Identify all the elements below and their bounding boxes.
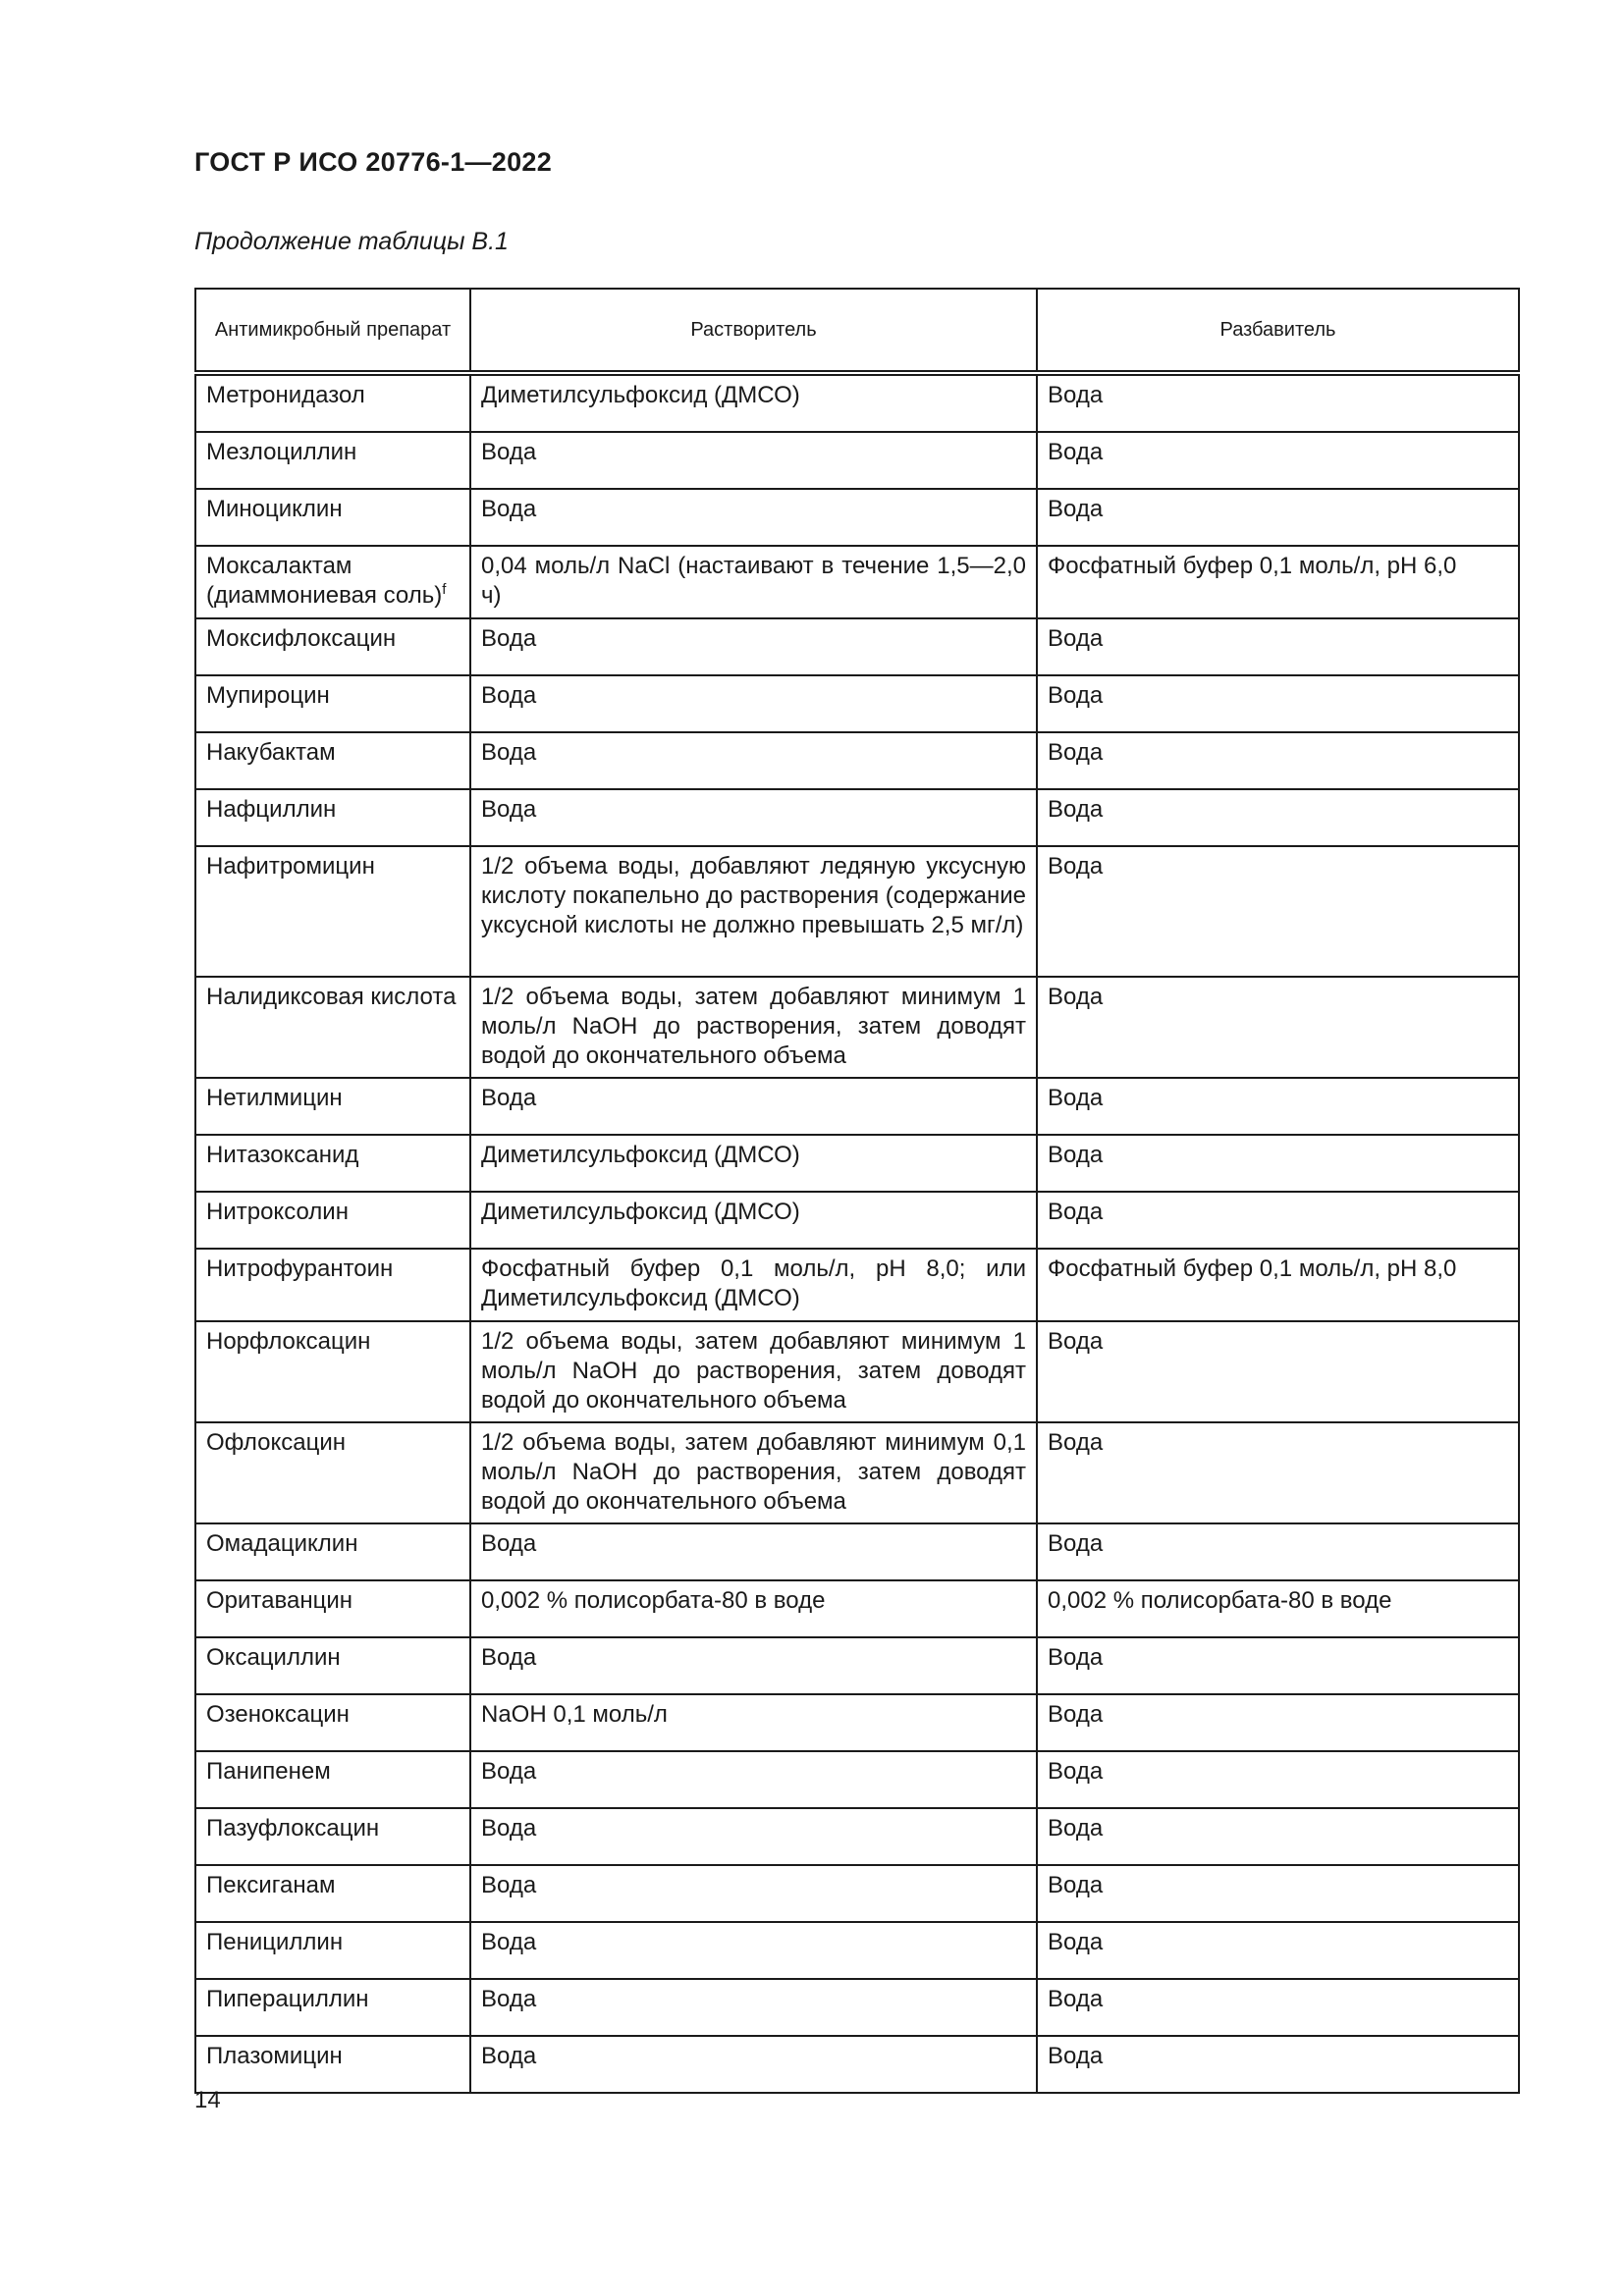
table-row <box>195 432 1519 489</box>
diluent-cell: Вода <box>1037 1321 1519 1422</box>
diluent-cell: Вода <box>1037 1979 1519 2036</box>
table-row <box>195 2036 1519 2093</box>
table-row <box>195 618 1519 675</box>
table-row <box>195 1979 1519 2036</box>
diluent-cell: Вода <box>1037 1751 1519 1808</box>
table-row <box>195 1694 1519 1751</box>
table-row <box>195 1865 1519 1922</box>
solvent-cell: Вода <box>470 1637 1037 1694</box>
drug-cell: Нафитромицин <box>195 846 470 977</box>
drug-cell: Панипенем <box>195 1751 470 1808</box>
solvent-cell: 1/2 объема воды, затем добавляют минимум 1 моль/л NaOH до растворения, затем доводят водой до окончательного объема <box>470 977 1037 1078</box>
diluent-cell: Вода <box>1037 489 1519 546</box>
solvent-cell: 1/2 объема воды, добавляют ледяную уксусную кислоту покапельно до растворения (содержание уксусной кислоты не должно превышать 2,5 мг/л) <box>470 846 1037 977</box>
diluent-cell: Вода <box>1037 1694 1519 1751</box>
solvent-cell: Вода <box>470 789 1037 846</box>
solvent-cell: Вода <box>470 1523 1037 1580</box>
table-row <box>195 1249 1519 1321</box>
diluent-cell: Вода <box>1037 1808 1519 1865</box>
diluent-cell: Вода <box>1037 1135 1519 1192</box>
solvent-cell: 0,04 моль/л NaCl (настаивают в течение 1,5—2,0 ч) <box>470 546 1037 618</box>
solvent-cell: Вода <box>470 432 1037 489</box>
solvent-cell: Вода <box>470 1078 1037 1135</box>
drug-cell: Миноциклин <box>195 489 470 546</box>
diluent-cell: Вода <box>1037 1922 1519 1979</box>
table-row <box>195 546 1519 618</box>
solvent-cell: Диметилсульфоксид (ДМСО) <box>470 373 1037 432</box>
drug-cell: Омадациклин <box>195 1523 470 1580</box>
drug-cell: Нетилмицин <box>195 1078 470 1135</box>
diluent-cell: Вода <box>1037 1865 1519 1922</box>
solvents-diluents-table <box>194 288 1520 2094</box>
table-row <box>195 789 1519 846</box>
diluent-cell: Вода <box>1037 977 1519 1078</box>
document-code-header: ГОСТ Р ИСО 20776-1—2022 <box>194 147 553 177</box>
table-row <box>195 1321 1519 1422</box>
solvent-cell: Вода <box>470 675 1037 732</box>
solvent-cell: Вода <box>470 1865 1037 1922</box>
drug-cell <box>195 546 470 618</box>
footnote-marker: f <box>442 581 447 598</box>
diluent-cell: Вода <box>1037 1422 1519 1523</box>
table-row <box>195 1637 1519 1694</box>
diluent-cell: Вода <box>1037 675 1519 732</box>
table-row <box>195 1580 1519 1637</box>
diluent-cell: Вода <box>1037 1078 1519 1135</box>
table-row <box>195 1192 1519 1249</box>
solvent-cell: NaOH 0,1 моль/л <box>470 1694 1037 1751</box>
table-row <box>195 1523 1519 1580</box>
diluent-cell: Вода <box>1037 789 1519 846</box>
drug-cell: Моксифлоксацин <box>195 618 470 675</box>
column-header-solvent: Растворитель <box>470 289 1037 373</box>
diluent-cell: Вода <box>1037 732 1519 789</box>
diluent-cell: Вода <box>1037 432 1519 489</box>
diluent-cell: Вода <box>1037 1192 1519 1249</box>
drug-cell: Мезлоциллин <box>195 432 470 489</box>
solvent-cell: Вода <box>470 1751 1037 1808</box>
drug-cell: Пазуфлоксацин <box>195 1808 470 1865</box>
diluent-cell: Вода <box>1037 618 1519 675</box>
drug-cell: Офлоксацин <box>195 1422 470 1523</box>
table-row <box>195 1922 1519 1979</box>
table-row <box>195 1078 1519 1135</box>
diluent-cell: Вода <box>1037 373 1519 432</box>
solvent-cell: 1/2 объема воды, затем добавляют минимум 0,1 моль/л NaOH до растворения, затем доводят водой до окончательного объема <box>470 1422 1037 1523</box>
drug-cell: Норфлоксацин <box>195 1321 470 1422</box>
column-header-diluent: Разбавитель <box>1037 289 1519 373</box>
drug-cell: Пексиганам <box>195 1865 470 1922</box>
table-row <box>195 1135 1519 1192</box>
solvent-cell: Вода <box>470 1922 1037 1979</box>
solvent-cell: Вода <box>470 2036 1037 2093</box>
diluent-cell: Вода <box>1037 1637 1519 1694</box>
table-row <box>195 1751 1519 1808</box>
drug-cell: Оксациллин <box>195 1637 470 1694</box>
drug-cell: Плазомицин <box>195 2036 470 2093</box>
page-number: 14 <box>194 2087 221 2113</box>
table-row <box>195 732 1519 789</box>
solvent-cell: Вода <box>470 618 1037 675</box>
table-row <box>195 846 1519 977</box>
solvent-cell: Фосфатный буфер 0,1 моль/л, pH 8,0; или Диметилсульфоксид (ДМСО) <box>470 1249 1037 1321</box>
diluent-cell: 0,002 % полисорбата-80 в воде <box>1037 1580 1519 1637</box>
table-caption: Продолжение таблицы B.1 <box>194 228 509 255</box>
solvent-cell: 1/2 объема воды, затем добавляют минимум 1 моль/л NaOH до растворения, затем доводят водой до окончательного объема <box>470 1321 1037 1422</box>
table-row <box>195 1422 1519 1523</box>
drug-cell: Накубактам <box>195 732 470 789</box>
drug-cell: Метронидазол <box>195 373 470 432</box>
table-row <box>195 1808 1519 1865</box>
drug-cell: Нафциллин <box>195 789 470 846</box>
solvent-cell: Вода <box>470 1979 1037 2036</box>
column-header-drug: Антимикробный препарат <box>195 289 470 373</box>
solvent-cell: Диметилсульфоксид (ДМСО) <box>470 1135 1037 1192</box>
diluent-cell: Фосфатный буфер 0,1 моль/л, pH 6,0 <box>1037 546 1519 618</box>
table-row <box>195 977 1519 1078</box>
table-header-row <box>195 289 1519 373</box>
diluent-cell: Вода <box>1037 1523 1519 1580</box>
table-row <box>195 489 1519 546</box>
drug-cell: Налидиксовая кислота <box>195 977 470 1078</box>
drug-cell: Нитрофурантоин <box>195 1249 470 1321</box>
solvent-cell: Вода <box>470 1808 1037 1865</box>
drug-cell: Мупироцин <box>195 675 470 732</box>
diluent-cell: Вода <box>1037 846 1519 977</box>
solvent-cell: Вода <box>470 732 1037 789</box>
drug-cell: Оритаванцин <box>195 1580 470 1637</box>
diluent-cell: Вода <box>1037 2036 1519 2093</box>
solvent-cell: 0,002 % полисорбата-80 в воде <box>470 1580 1037 1637</box>
diluent-cell: Фосфатный буфер 0,1 моль/л, pH 8,0 <box>1037 1249 1519 1321</box>
table-row <box>195 373 1519 432</box>
drug-cell: Нитроксолин <box>195 1192 470 1249</box>
drug-cell: Нитазоксанид <box>195 1135 470 1192</box>
drug-cell: Озеноксацин <box>195 1694 470 1751</box>
drug-name: Моксалактам (диаммониевая соль) <box>206 553 443 609</box>
solvent-cell: Диметилсульфоксид (ДМСО) <box>470 1192 1037 1249</box>
table-row <box>195 675 1519 732</box>
drug-cell: Пиперациллин <box>195 1979 470 2036</box>
drug-cell: Пенициллин <box>195 1922 470 1979</box>
solvent-cell: Вода <box>470 489 1037 546</box>
